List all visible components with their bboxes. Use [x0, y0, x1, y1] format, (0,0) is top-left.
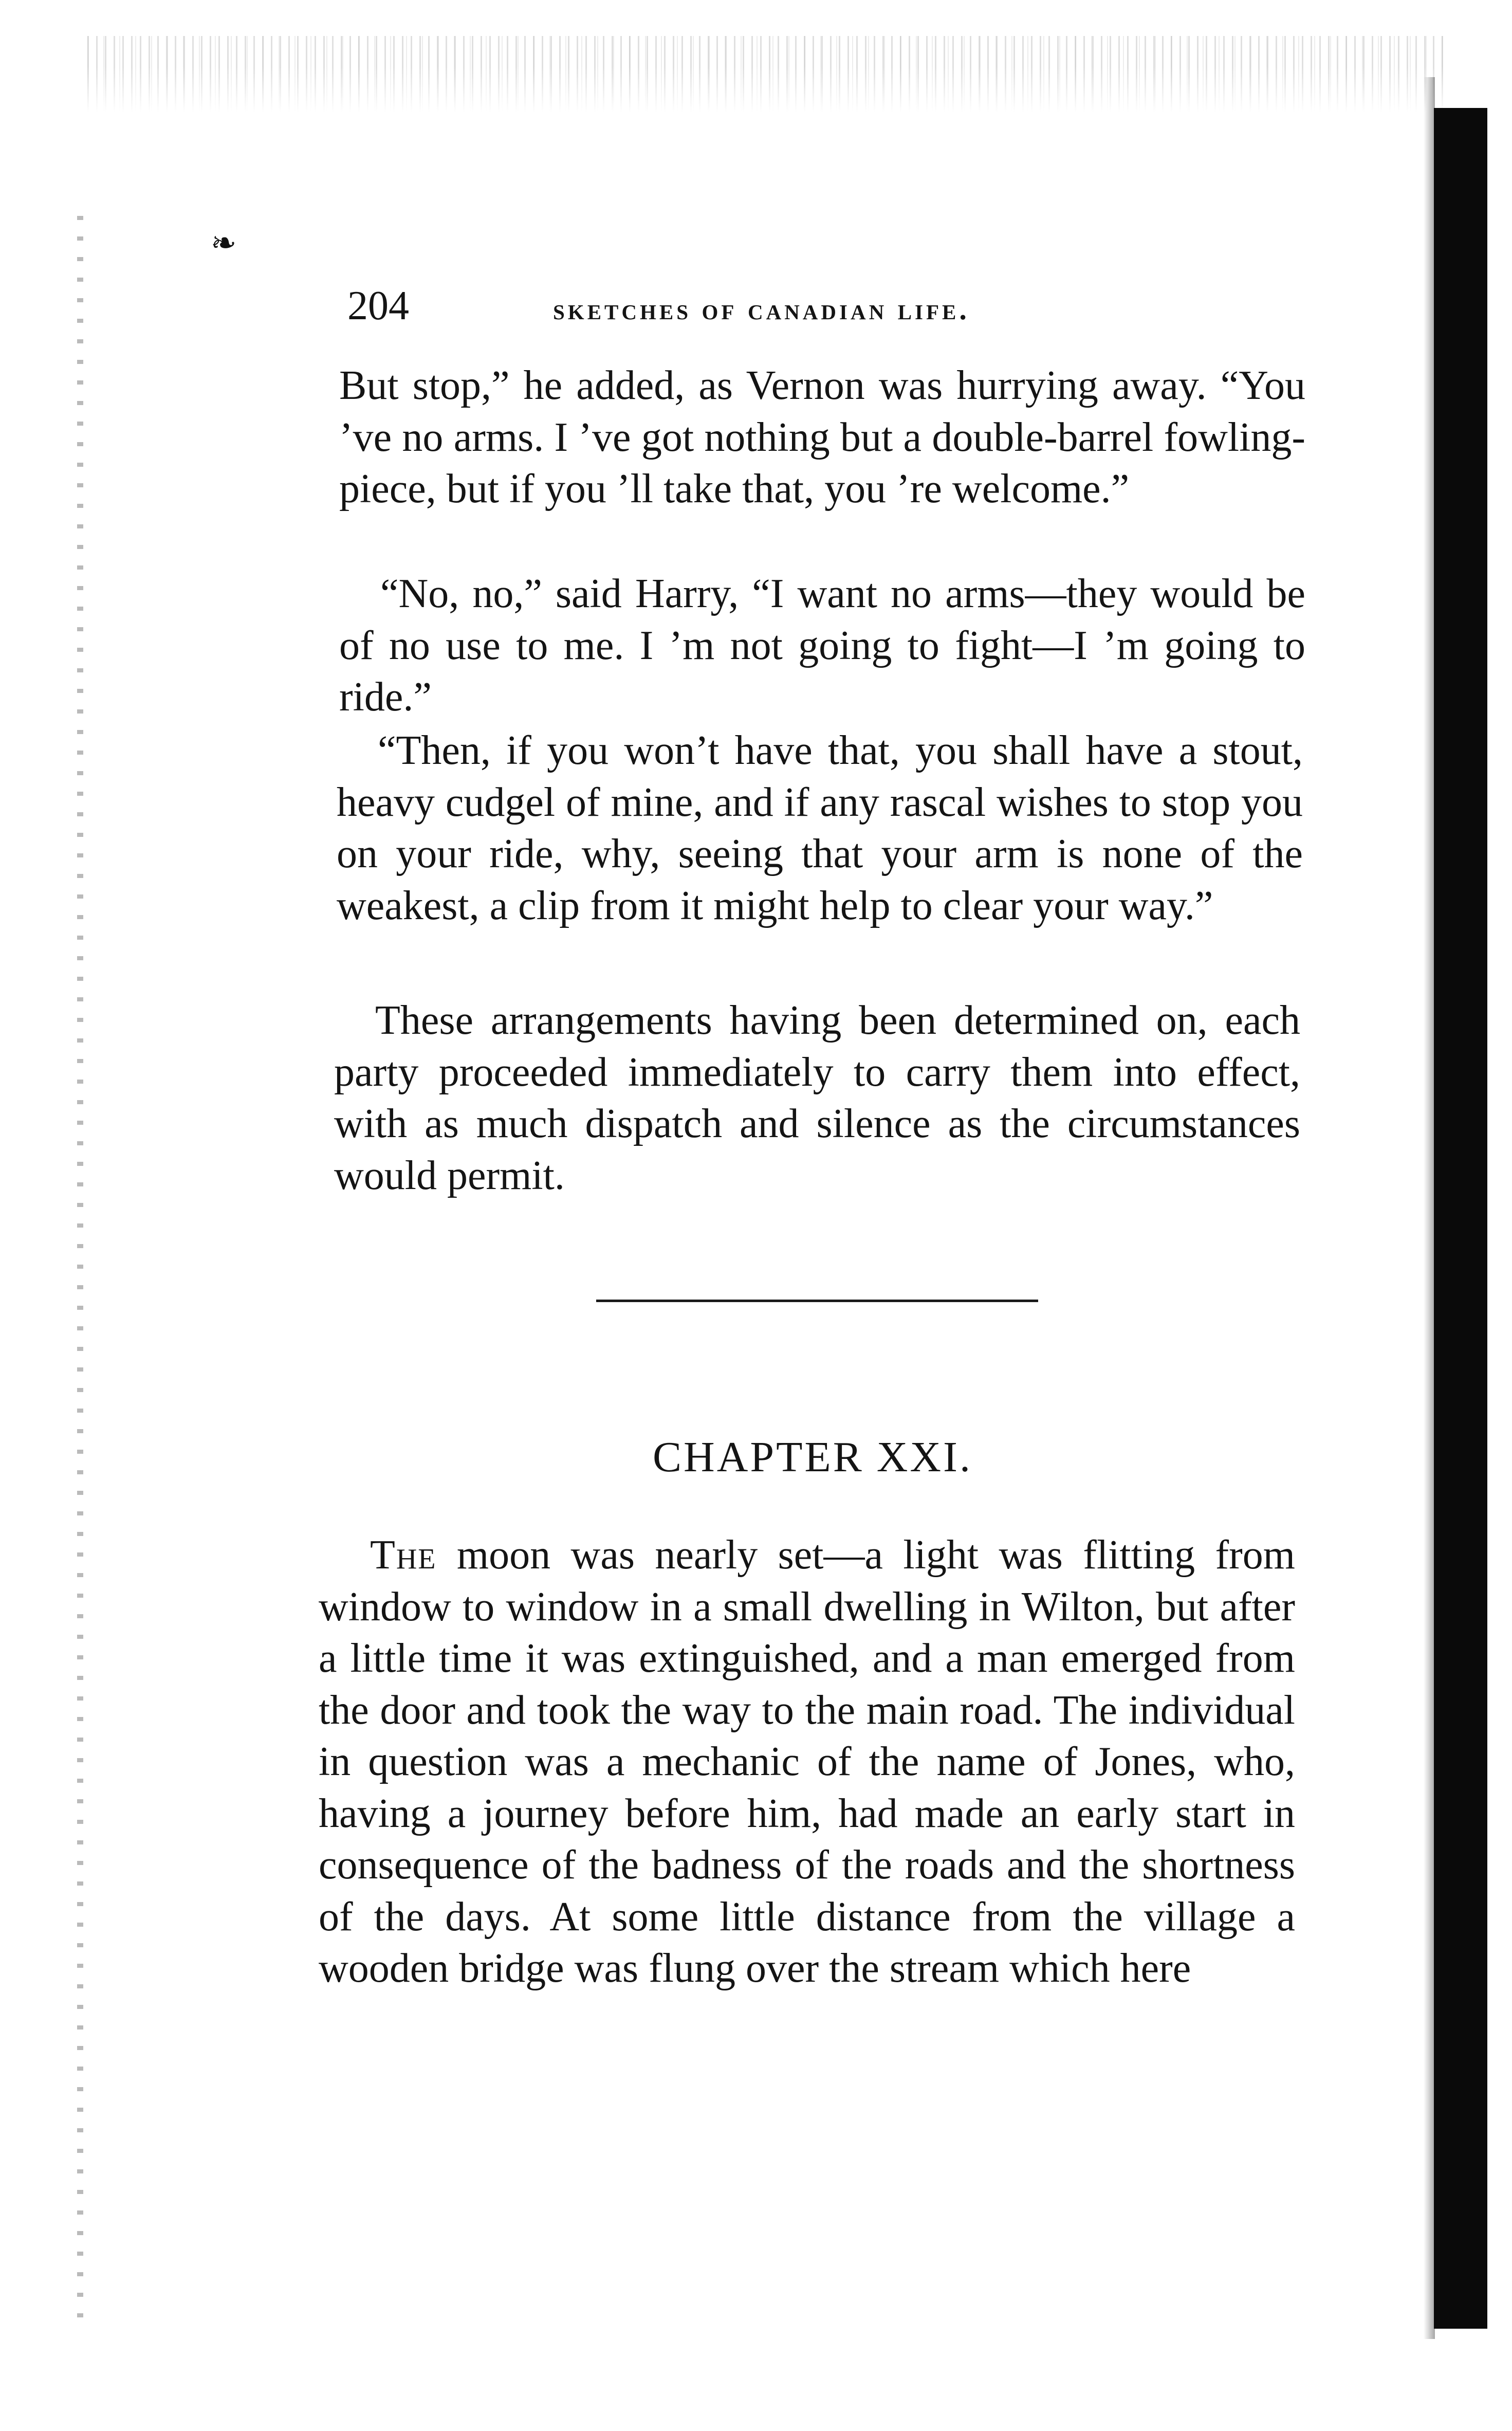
paragraph-4: These arrangements having been determined on, each party proceeded immediately to carry them into effect, with as much dispatch and silence as the circumstances would permit. — [334, 998, 1300, 1198]
section-rule — [596, 1300, 1038, 1302]
paragraph-2: “No, no,” said Harry, “I want no arms—they would be of no use to me. I ’m not going to fight—I ’m going to ride.” — [339, 571, 1305, 720]
scan-edge-left — [77, 216, 83, 2324]
chapter-heading: CHAPTER XXI. — [653, 1433, 973, 1481]
paragraph-3: “Then, if you won’t have that, you shall have a stout, heavy cudgel of mine, and if any rascal wishes to stop you on your ride, why, seeing that your arm is none of the weakest, a clip from it might help to clear your way.” — [337, 728, 1303, 928]
scan-noise-top — [87, 36, 1444, 113]
binding-shadow — [1424, 77, 1435, 2339]
page-number: 204 — [347, 283, 409, 328]
chapter-opening-word: The — [370, 1532, 437, 1578]
binding-bar — [1434, 108, 1487, 2329]
running-head — [347, 278, 1314, 334]
paragraph-1: But stop,” he added, as Vernon was hurrying away. “You ’ve no arms. I ’ve got nothing but a double-barrel fowling-piece, but if you ’ll take that, you ’re welcome.” — [339, 363, 1305, 511]
running-title: sketches of canadian life. — [553, 293, 970, 326]
chapter-opening-paragraph — [319, 1529, 1295, 1995]
chapter-opening-text: moon was nearly set—a light was flitting from window to window in a small dwelling in Wilton, but after a little time it was extinguished, and a man emerged from the door and took the way to the main road. The individual in question was a mechanic of the name of Jones, who, having a journey before him, had made an early start in consequence of the badness of the roads and the shortness of the days. At some little distance from the village a wooden bridge was flung over the stream which here — [319, 1532, 1295, 1991]
ink-mark-icon: ❧ — [211, 226, 237, 260]
